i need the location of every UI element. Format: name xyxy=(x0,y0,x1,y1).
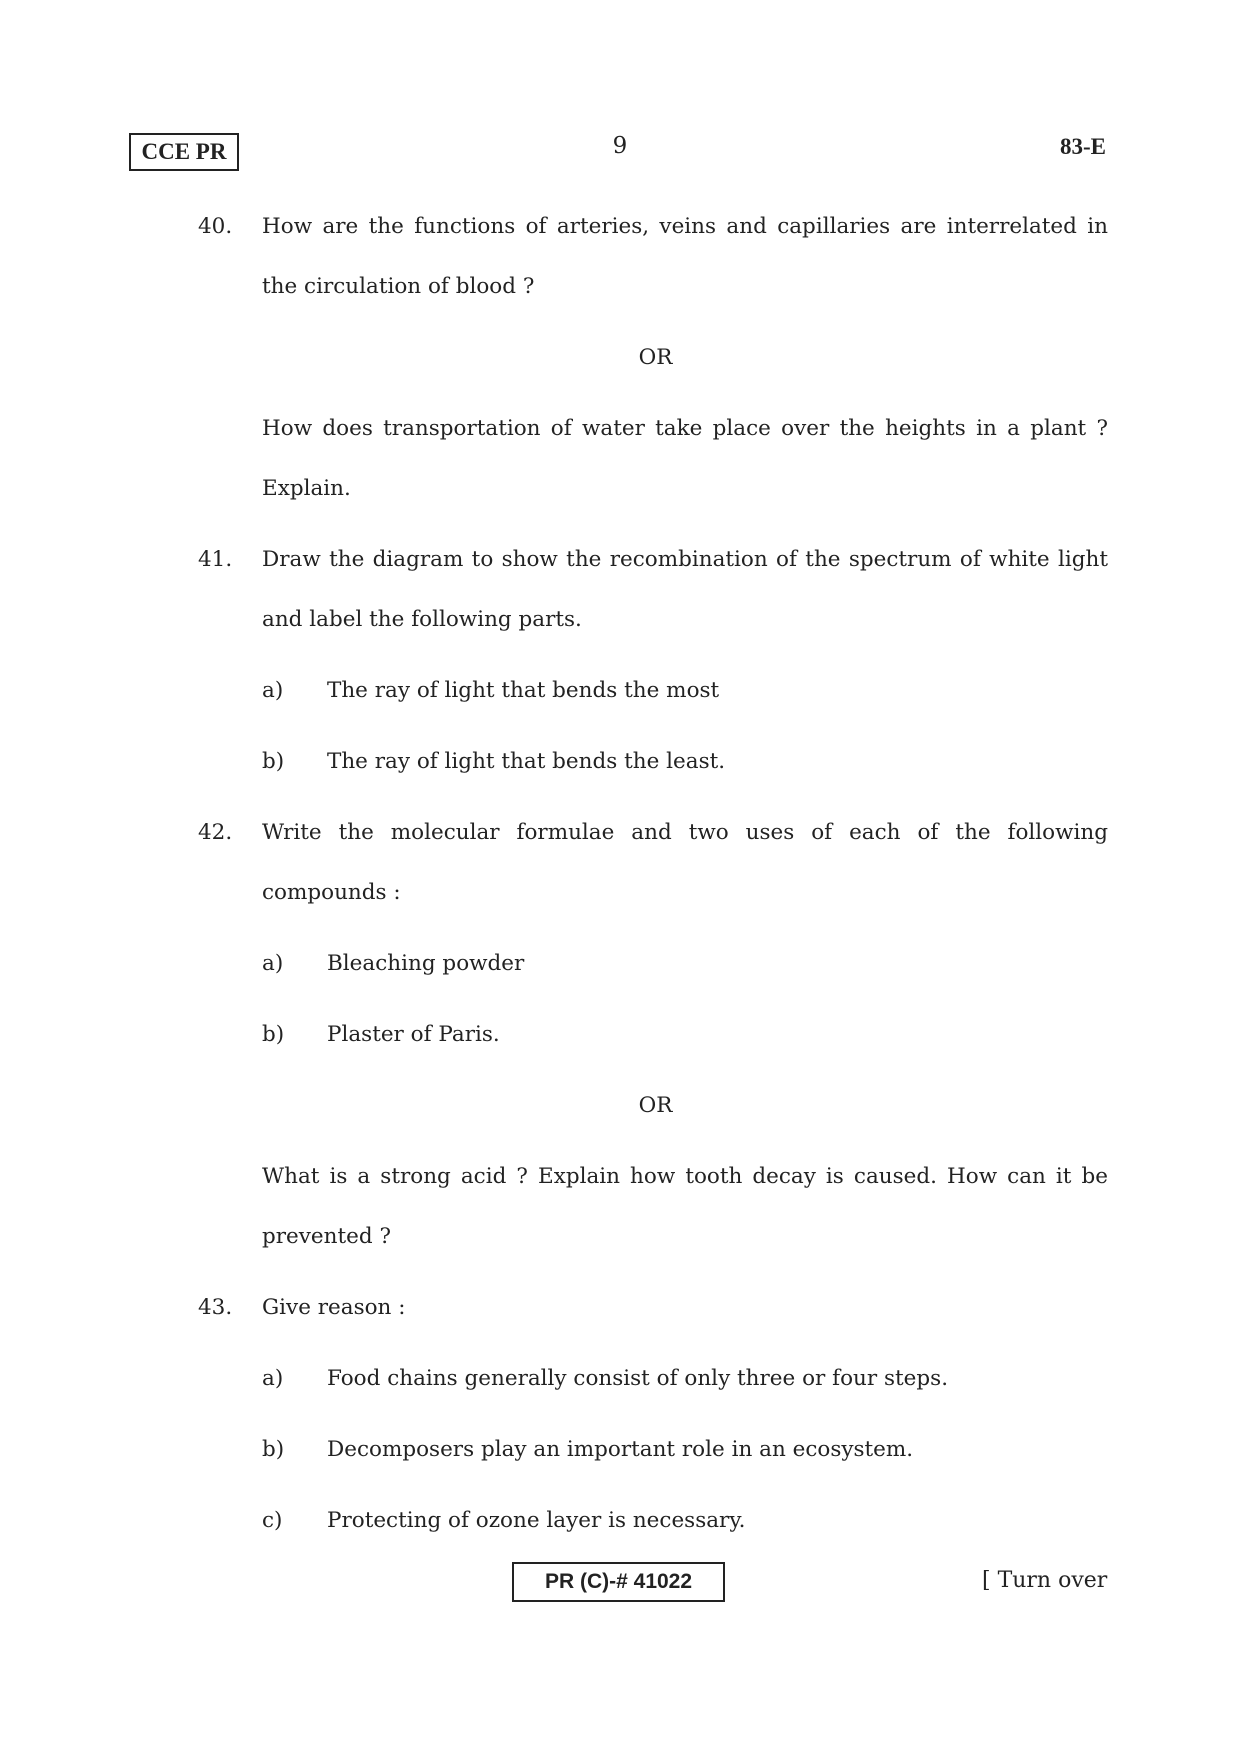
question-40-line-1: How are the functions of arteries, veins and capillaries are interrelated in xyxy=(262,214,1108,239)
question-43-a-label: a) xyxy=(262,1366,284,1391)
question-43-line-1: Give reason : xyxy=(262,1295,406,1320)
question-42-a-label: a) xyxy=(262,951,284,976)
question-42-alt-line-1: What is a strong acid ? Explain how tooth decay is caused. How can it be xyxy=(262,1164,1108,1189)
header-right-code: 83-E xyxy=(1060,134,1106,159)
question-number-41: 41. xyxy=(198,547,233,572)
footer-code-box: PR (C)-# 41022 xyxy=(512,1562,725,1602)
question-40-alt-line-2: Explain. xyxy=(262,476,351,501)
question-40-alt-line-1: How does transportation of water take place over the heights in a plant ? xyxy=(262,416,1108,441)
turn-over-note: [ Turn over xyxy=(982,1568,1108,1593)
question-42-or: OR xyxy=(638,1093,673,1118)
question-43-b-label: b) xyxy=(262,1437,285,1462)
question-42-b-label: b) xyxy=(262,1022,285,1047)
question-41-line-1: Draw the diagram to show the recombination of the spectrum of white light xyxy=(262,547,1108,572)
question-43-c-label: c) xyxy=(262,1508,283,1533)
question-40-or: OR xyxy=(638,345,673,370)
question-41-a-text: The ray of light that bends the most xyxy=(327,678,720,703)
page-number: 9 xyxy=(612,133,628,159)
question-42-a-text: Bleaching powder xyxy=(327,951,525,976)
question-42-line-2: compounds : xyxy=(262,880,401,905)
question-number-40: 40. xyxy=(198,214,233,239)
question-40-line-2: the circulation of blood ? xyxy=(262,274,535,299)
question-41-b-label: b) xyxy=(262,749,285,774)
question-number-43: 43. xyxy=(198,1295,233,1320)
question-number-42: 42. xyxy=(198,820,233,845)
question-42-b-text: Plaster of Paris. xyxy=(327,1022,500,1047)
question-43-b-text: Decomposers play an important role in an ecosystem. xyxy=(327,1437,914,1462)
header-left-code-box: CCE PR xyxy=(129,133,239,171)
question-42-alt-line-2: prevented ? xyxy=(262,1224,391,1249)
question-41-line-2: and label the following parts. xyxy=(262,607,582,632)
question-43-c-text: Protecting of ozone layer is necessary. xyxy=(327,1508,746,1533)
question-41-b-text: The ray of light that bends the least. xyxy=(327,749,726,774)
question-43-a-text: Food chains generally consist of only three or four steps. xyxy=(327,1366,949,1391)
question-41-a-label: a) xyxy=(262,678,284,703)
question-42-line-1: Write the molecular formulae and two uses of each of the following xyxy=(262,820,1108,845)
